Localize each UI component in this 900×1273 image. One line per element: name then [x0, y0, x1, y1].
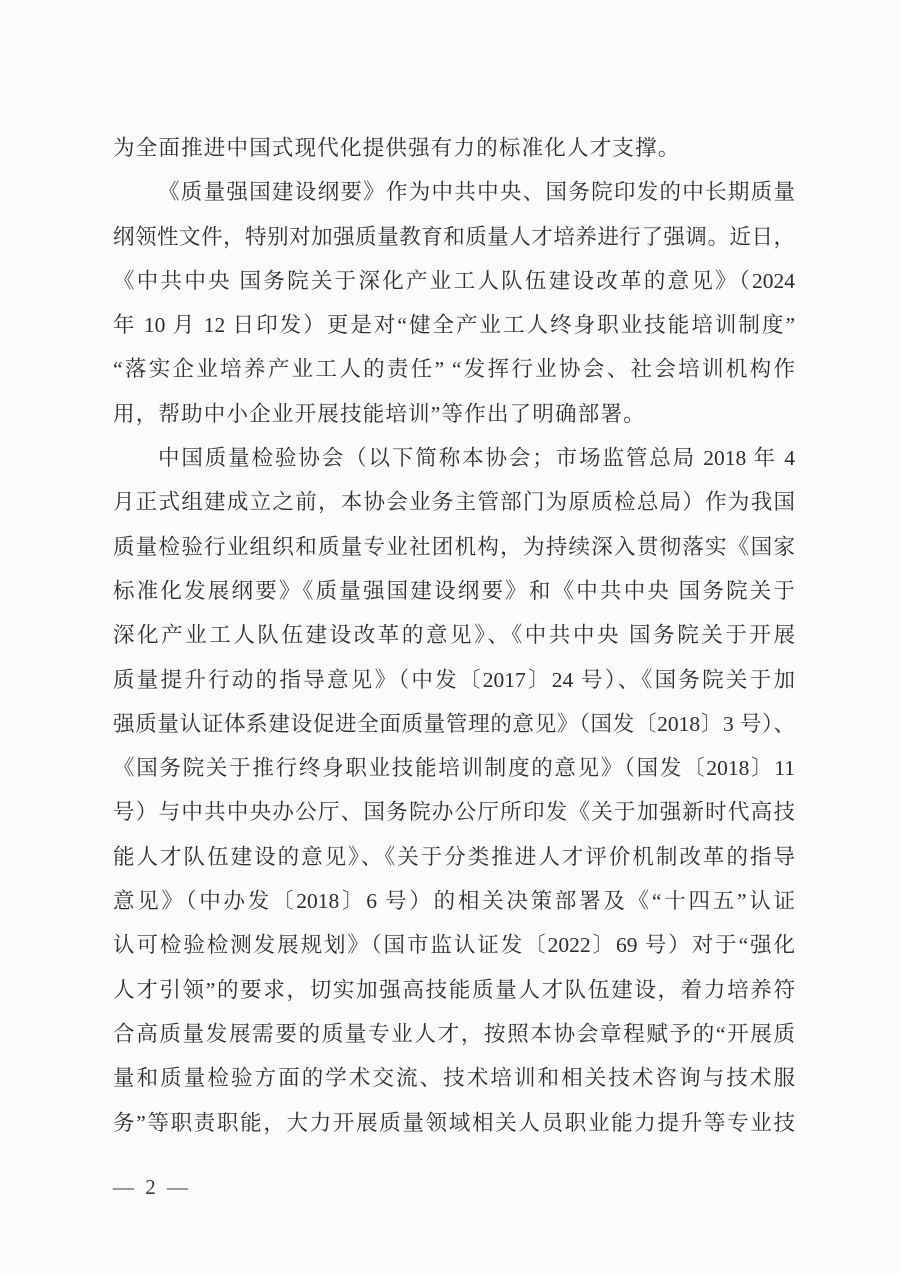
text-line: 用，帮助中小企业开展技能培训”等作出了明确部署。	[113, 401, 646, 426]
text-line: 深化产业工人队伍建设改革的意见》、《中共中央 国务院关于开展	[113, 623, 795, 648]
text-line: 为全面推进中国式现代化提供强有力的标准化人才支撑。	[113, 136, 681, 160]
text-line: 中国质量检验协会（以下简称本协会；市场监管总局 2018 年 4	[158, 446, 795, 471]
page-number: — 2 —	[113, 1175, 191, 1199]
text-line: 认可检验检测发展规划》（国市监认证发〔2022〕69 号）对于“强化	[113, 933, 795, 958]
text-line: 意见》（中办发〔2018〕6 号）的相关决策部署及《“十四五”认证	[113, 889, 795, 914]
text-line: “落实企业培养产业工人的责任” “发挥行业协会、社会培训机构作	[113, 357, 795, 382]
text-line: 月正式组建成立之前，本协会业务主管部门为原质检总局）作为我国	[113, 490, 795, 515]
text-line: 合高质量发展需要的质量专业人才，按照本协会章程赋予的“开展质	[113, 1021, 795, 1046]
text-line: 《国务院关于推行终身职业技能培训制度的意见》（国发〔2018〕11	[113, 756, 795, 781]
text-line: 人才引领”的要求，切实加强高技能质量人才队伍建设，着力培养符	[113, 977, 795, 1002]
text-line: 年 10 月 12 日印发）更是对“健全产业工人终身职业技能培训制度”	[113, 313, 795, 338]
text-line: 《中共中央 国务院关于深化产业工人队伍建设改革的意见》（2024	[113, 268, 795, 293]
text-line: 强质量认证体系建设促进全面质量管理的意见》（国发〔2018〕3 号）、	[113, 711, 795, 736]
document-body	[113, 126, 795, 1145]
text-line: 《质量强国建设纲要》作为中共中央、国务院印发的中长期质量	[158, 180, 795, 205]
text-line: 标准化发展纲要》《质量强国建设纲要》和《中共中央 国务院关于	[113, 578, 795, 603]
text-line: 务”等职责职能，大力开展质量领域相关人员职业能力提升等专业技	[113, 1110, 795, 1135]
text-line: 纲领性文件，特别对加强质量教育和质量人才培养进行了强调。近日，	[113, 224, 795, 249]
text-line: 质量提升行动的指导意见》（中发〔2017〕24 号）、《国务院关于加	[113, 667, 795, 692]
text-line: 能人才队伍建设的意见》、《关于分类推进人才评价机制改革的指导	[113, 844, 795, 869]
text-line: 号）与中共中央办公厅、国务院办公厅所印发《关于加强新时代高技	[113, 800, 795, 825]
text-line: 质量检验行业组织和质量专业社团机构，为持续深入贯彻落实《国家	[113, 534, 795, 559]
text-line: 量和质量检验方面的学术交流、技术培训和相关技术咨询与技术服	[113, 1066, 795, 1091]
